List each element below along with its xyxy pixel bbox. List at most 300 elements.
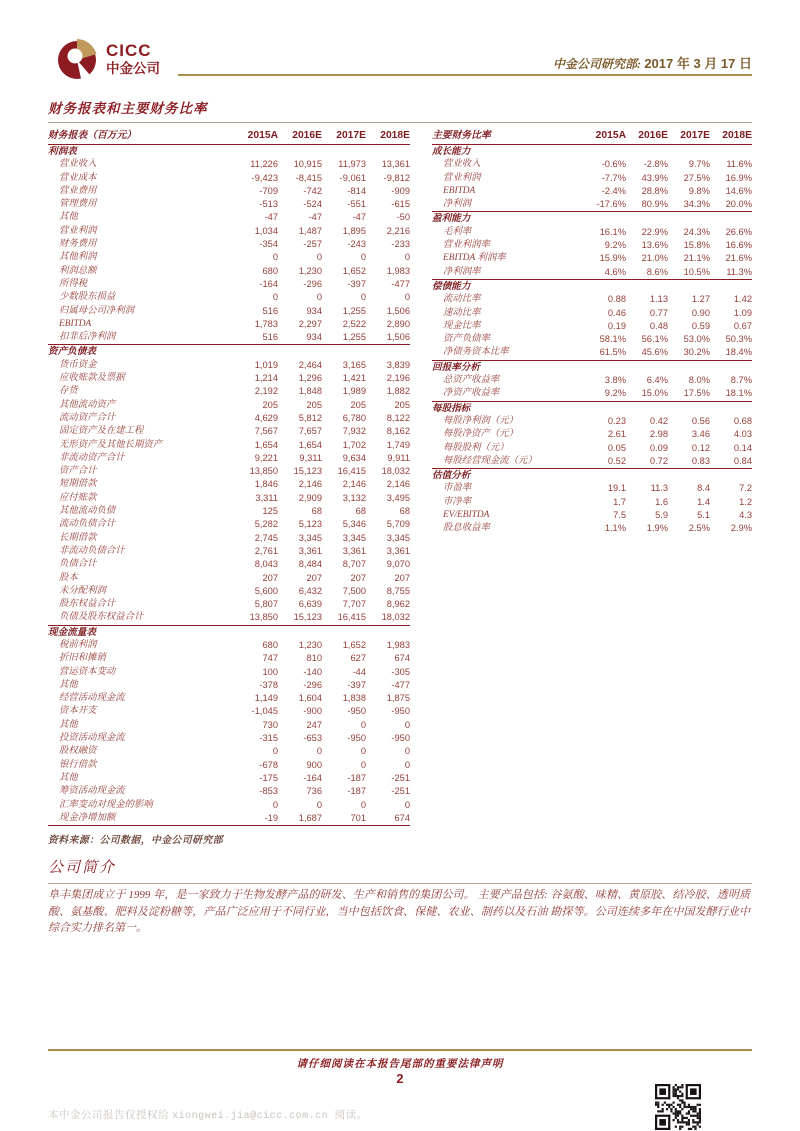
row-value: 1.1%: [604, 523, 626, 534]
row-label: 负债及股东权益合计: [59, 612, 144, 623]
table-title: 财务报表（百万元）: [48, 130, 137, 141]
row-label: 营业收入: [59, 159, 97, 170]
row-value: 1.7: [613, 496, 626, 507]
row-value: -9,061: [339, 172, 366, 183]
column-header-2018E: 2018E: [722, 130, 752, 141]
row-value: -1,045: [251, 706, 278, 717]
row-value: -9,423: [251, 172, 278, 183]
row-value: 205: [306, 399, 322, 410]
row-value: -296: [303, 278, 322, 289]
row-value: 15.8%: [683, 240, 710, 251]
row-value: 1,783: [254, 318, 278, 329]
row-value: 1,983: [386, 639, 410, 650]
row-value: 0: [272, 292, 278, 303]
row-label: EV/EBITDA: [443, 510, 490, 521]
row-value: -397: [347, 679, 366, 690]
row-label: EBITDA: [443, 185, 476, 196]
row-value: 1,848: [298, 386, 322, 397]
table-row: [432, 455, 752, 469]
table-row: [432, 239, 752, 252]
row-value: 1,487: [298, 225, 322, 236]
row-value: 0.68: [733, 415, 752, 426]
row-value: 205: [350, 399, 366, 410]
table-row: [432, 346, 752, 360]
row-label: 未分配利润: [59, 585, 106, 596]
row-value: 0.48: [649, 320, 668, 331]
row-value: 30.2%: [683, 347, 710, 358]
row-label: 资本开支: [59, 706, 97, 717]
row-value: 6.4%: [646, 375, 668, 386]
table-row: [48, 558, 410, 571]
table-row: [432, 252, 752, 265]
row-label: 短期借款: [59, 479, 97, 490]
row-label: 流动资产合计: [59, 412, 116, 423]
row-value: 8.0%: [688, 375, 710, 386]
row-value: 0: [404, 252, 410, 263]
row-value: 0: [272, 252, 278, 263]
row-value: 9.7%: [688, 159, 710, 170]
row-value: 1,255: [342, 332, 366, 343]
table-row: [48, 759, 410, 772]
row-label: 非流动资产合计: [59, 452, 125, 463]
section-name: 每股指标: [432, 402, 471, 414]
row-value: 10.5%: [683, 266, 710, 277]
row-value: 0.56: [691, 415, 710, 426]
row-label: 营业收入: [443, 159, 481, 170]
row-value: 13.6%: [641, 240, 668, 251]
table-row: [432, 482, 752, 495]
row-value: 1,875: [386, 693, 410, 704]
row-label: 营运资本变动: [59, 666, 116, 677]
row-label: 扣非后净利润: [59, 332, 116, 343]
table-row: [48, 238, 410, 251]
row-value: 0: [404, 292, 410, 303]
row-value: 19.1: [607, 483, 626, 494]
row-value: -175: [259, 772, 278, 783]
row-value: 4,629: [254, 412, 278, 423]
row-value: 7,567: [254, 426, 278, 437]
row-value: 9,311: [299, 452, 322, 463]
row-value: 8,043: [254, 559, 278, 570]
row-value: 0: [360, 759, 366, 770]
row-label: 固定资产及在建工程: [59, 426, 144, 437]
row-value: -140: [303, 666, 322, 677]
table-row: [432, 522, 752, 535]
cicc-logo-icon: [56, 37, 98, 81]
row-value: 6,639: [298, 599, 322, 610]
table-row: [432, 387, 752, 401]
row-value: 1,421: [342, 373, 366, 384]
row-value: 21.1%: [683, 253, 710, 264]
row-label: 市净率: [443, 496, 472, 507]
row-value: 5,600: [254, 585, 278, 596]
section-name: 偿债能力: [432, 280, 471, 292]
row-value: 17.5%: [683, 388, 710, 399]
row-value: 1,230: [298, 639, 322, 650]
section-name: 回报率分析: [432, 361, 480, 373]
table-row: [432, 428, 752, 441]
row-value: 1.9%: [646, 523, 668, 534]
row-value: 5.9: [655, 510, 668, 521]
row-value: 2,761: [254, 545, 278, 556]
row-label: 每股经营现金流（元）: [443, 455, 537, 466]
row-value: -19: [264, 812, 278, 823]
row-value: 0.42: [649, 415, 668, 426]
table-section-header: [432, 361, 752, 374]
row-value: 24.3%: [683, 226, 710, 237]
row-value: 16.1%: [599, 226, 626, 237]
row-value: -678: [259, 759, 278, 770]
row-value: 7.2: [739, 483, 752, 494]
row-value: 2.9%: [730, 523, 752, 534]
row-value: 0: [404, 799, 410, 810]
table-row: [48, 158, 410, 171]
table-row: [48, 679, 410, 692]
table-row: [432, 415, 752, 428]
row-value: 5,812: [298, 412, 322, 423]
row-value: -853: [259, 786, 278, 797]
row-label: 无形资产及其他长期资产: [59, 439, 163, 450]
table-section-header: [432, 145, 752, 158]
row-value: 0: [360, 292, 366, 303]
row-value: -742: [303, 185, 322, 196]
row-value: 11.6%: [726, 159, 752, 170]
table-row: [48, 452, 410, 465]
row-value: 1,230: [298, 265, 322, 276]
row-value: 11.3%: [726, 266, 752, 277]
row-value: 0: [316, 252, 322, 263]
financial-tables: [48, 128, 752, 826]
row-label: 总资产收益率: [443, 375, 500, 386]
cicc-logo-text: [106, 42, 160, 76]
row-value: 2.5%: [688, 523, 710, 534]
row-value: 2,216: [386, 225, 410, 236]
row-value: 2,464: [298, 359, 322, 370]
row-value: 9.2%: [604, 240, 626, 251]
row-value: 1,702: [342, 439, 366, 450]
row-value: 9.2%: [604, 388, 626, 399]
column-header-2015A: 2015A: [595, 130, 626, 141]
row-label: 银行借款: [59, 759, 97, 770]
row-label: 筹资活动现金流: [59, 786, 125, 797]
row-value: 2,909: [298, 492, 322, 503]
row-value: 53.0%: [683, 334, 710, 345]
table-row: [432, 333, 752, 346]
row-value: 900: [306, 759, 322, 770]
dept-label: 中金公司研究部:: [552, 57, 641, 71]
row-value: 68: [399, 506, 410, 517]
row-value: 3,495: [386, 492, 410, 503]
row-value: 16,415: [337, 612, 366, 623]
row-value: 1,506: [386, 332, 410, 343]
row-label: 非流动负债合计: [59, 545, 125, 556]
table-row: [48, 652, 410, 665]
table-row: [48, 478, 410, 491]
row-value: 1,687: [298, 812, 322, 823]
row-value: -233: [391, 239, 410, 250]
row-value: 3,132: [342, 492, 366, 503]
row-value: -378: [259, 679, 278, 690]
table-row: [48, 705, 410, 718]
row-value: 3,165: [342, 359, 366, 370]
research-dept-date: [553, 53, 752, 72]
row-value: -9,812: [383, 172, 410, 183]
row-value: 11.3: [650, 483, 668, 494]
row-value: 2,146: [298, 479, 322, 490]
row-label: EBITDA 利润率: [443, 253, 506, 264]
row-value: 4.6%: [604, 266, 626, 277]
row-value: 34.3%: [683, 199, 710, 210]
row-value: 2.61: [607, 429, 626, 440]
row-label: 股息收益率: [443, 523, 490, 534]
row-value: 7.5: [613, 510, 626, 521]
row-value: 1.2: [739, 496, 752, 507]
row-value: 1.4: [697, 496, 710, 507]
table-row: [48, 611, 410, 625]
row-value: -709: [259, 185, 278, 196]
row-value: -950: [391, 733, 410, 744]
section-name: 利润表: [48, 146, 77, 157]
row-value: 2,146: [342, 479, 366, 490]
row-label: 市盈率: [443, 483, 472, 494]
row-label: 营业利润: [443, 172, 481, 183]
row-value: -900: [303, 706, 322, 717]
row-value: 4.03: [733, 429, 752, 440]
row-value: 125: [262, 506, 278, 517]
row-value: -164: [303, 772, 322, 783]
row-label: 应付账款: [59, 492, 97, 503]
authorization-watermark: [48, 1107, 368, 1122]
table-row: [432, 496, 752, 509]
row-value: 2.98: [649, 429, 668, 440]
row-value: 1,034: [254, 225, 278, 236]
row-value: 1,838: [342, 693, 366, 704]
row-value: -187: [347, 772, 366, 783]
section-name: 成长能力: [432, 146, 471, 157]
row-value: 5,282: [254, 519, 278, 530]
row-value: 0.09: [649, 442, 668, 453]
row-value: 0: [316, 746, 322, 757]
table-row: [432, 293, 752, 306]
row-label: 其他: [59, 212, 78, 223]
row-label: 速动比率: [443, 307, 481, 318]
row-value: 15.0%: [641, 388, 668, 399]
row-value: -17.6%: [596, 199, 626, 210]
row-value: 2,192: [254, 386, 278, 397]
row-value: 0.59: [691, 320, 710, 331]
row-value: 3.8%: [604, 375, 626, 386]
row-value: 1,989: [342, 386, 366, 397]
table-row: [48, 585, 410, 598]
table-row: [48, 211, 410, 224]
row-value: 5,709: [386, 519, 410, 530]
row-value: -814: [347, 185, 366, 196]
table-row: [48, 318, 410, 331]
row-value: 26.6%: [725, 226, 752, 237]
row-value: -187: [347, 786, 366, 797]
row-value: 13,361: [381, 159, 410, 170]
table-row: [432, 320, 752, 333]
row-value: -653: [303, 733, 322, 744]
row-value: 2,890: [386, 318, 410, 329]
company-profile-title: 公司简介: [48, 856, 752, 884]
row-label: EBITDA: [59, 318, 92, 329]
row-value: 680: [262, 265, 278, 276]
row-value: 8,755: [386, 585, 410, 596]
table-row: [48, 291, 410, 304]
row-value: -315: [259, 733, 278, 744]
row-value: 205: [394, 399, 410, 410]
table-row: [432, 509, 752, 522]
row-label: 汇率变动对现金的影响: [59, 799, 153, 810]
row-label: 净利润: [443, 199, 472, 210]
row-label: 折旧和摊销: [59, 653, 106, 664]
row-value: 0: [404, 719, 410, 730]
table-row: [48, 812, 410, 826]
row-value: -524: [303, 199, 322, 210]
watermark-suffix: 阅读。: [334, 1110, 368, 1121]
row-value: -7.7%: [601, 172, 626, 183]
table-row: [48, 399, 410, 412]
row-value: 18,032: [381, 612, 410, 623]
row-value: -950: [347, 706, 366, 717]
table-row: [48, 518, 410, 531]
row-value: 7,657: [298, 426, 322, 437]
row-value: 1,506: [386, 305, 410, 316]
row-value: 0: [360, 746, 366, 757]
row-value: 0.05: [607, 442, 626, 453]
row-value: 0.88: [607, 294, 626, 305]
row-value: 3,361: [298, 545, 322, 556]
row-value: -909: [391, 185, 410, 196]
row-value: 1.6: [655, 496, 668, 507]
row-value: 1,654: [298, 439, 322, 450]
row-value: 61.5%: [599, 347, 626, 358]
table-row: [48, 172, 410, 185]
table-row: [432, 307, 752, 320]
row-value: -257: [303, 239, 322, 250]
table-title: 主要财务比率: [432, 130, 491, 141]
row-label: 每股股利（元）: [443, 442, 509, 453]
row-value: -354: [259, 239, 278, 250]
row-value: 0: [360, 252, 366, 263]
column-header-2016E: 2016E: [638, 130, 668, 141]
financial-statements-table: [48, 128, 410, 826]
row-label: 净利润率: [443, 266, 481, 277]
row-value: 8,122: [386, 412, 410, 423]
row-label: 管理费用: [59, 199, 97, 210]
row-value: 680: [262, 639, 278, 650]
row-value: 207: [262, 572, 278, 583]
row-label: 存货: [59, 386, 78, 397]
row-label: 财务费用: [59, 239, 97, 250]
row-label: 营业费用: [59, 185, 97, 196]
row-value: -50: [396, 212, 410, 223]
row-label: 资产合计: [59, 466, 97, 477]
column-header-2016E: 2016E: [292, 130, 322, 141]
table-row: [432, 172, 752, 185]
row-value: 1,895: [342, 225, 366, 236]
row-label: 营业成本: [59, 172, 97, 183]
row-value: 205: [262, 399, 278, 410]
row-label: 所得税: [59, 278, 88, 289]
row-label: 流动负债合计: [59, 519, 116, 530]
table-row: [48, 745, 410, 758]
row-value: 0.72: [649, 455, 668, 466]
column-header-2017E: 2017E: [336, 130, 366, 141]
row-value: 0: [316, 292, 322, 303]
row-label: 股本: [59, 572, 78, 583]
row-label: 其他: [59, 772, 78, 783]
row-value: -47: [308, 212, 322, 223]
row-value: 0.12: [691, 442, 710, 453]
row-value: 0.23: [607, 415, 626, 426]
section-name: 现金流量表: [48, 626, 96, 638]
row-value: 516: [262, 305, 278, 316]
row-value: -477: [391, 278, 410, 289]
row-value: 7,707: [342, 599, 366, 610]
row-value: 14.6%: [725, 185, 752, 196]
section-name: 估值分析: [432, 470, 471, 482]
row-value: 21.6%: [725, 253, 752, 264]
row-value: -551: [347, 199, 366, 210]
row-value: 0.52: [607, 455, 626, 466]
cicc-logo: [56, 37, 160, 81]
row-value: 45.6%: [641, 347, 668, 358]
row-value: 1,296: [298, 373, 322, 384]
row-value: -164: [259, 278, 278, 289]
row-value: 18,032: [381, 466, 410, 477]
row-label: 其他利润: [59, 252, 97, 263]
row-value: 5,807: [254, 599, 278, 610]
row-value: 0: [316, 799, 322, 810]
row-label: 其他: [59, 719, 78, 730]
row-value: 1.09: [733, 307, 752, 318]
row-value: 934: [306, 305, 322, 316]
row-value: 1,019: [254, 359, 278, 370]
table-row: [48, 492, 410, 505]
table-section-header: [432, 212, 752, 225]
table-row: [48, 198, 410, 211]
row-value: 207: [394, 572, 410, 583]
row-label: 每股净利润（元）: [443, 415, 519, 426]
row-value: 0: [272, 746, 278, 757]
row-value: 9,911: [387, 452, 410, 463]
row-value: 1,149: [254, 693, 278, 704]
row-value: 3,839: [386, 359, 410, 370]
row-label: 货币资金: [59, 359, 97, 370]
row-value: 50.3%: [725, 334, 752, 345]
row-value: 3,361: [386, 545, 410, 556]
row-label: 流动比率: [443, 294, 481, 305]
table-section-header: [48, 626, 410, 639]
row-label: 净资产收益率: [443, 388, 500, 399]
table-row: [48, 225, 410, 238]
row-value: 247: [306, 719, 322, 730]
row-value: 1,604: [298, 693, 322, 704]
row-value: 9,634: [342, 452, 366, 463]
row-value: 43.9%: [641, 172, 668, 183]
row-value: 0.67: [733, 320, 752, 331]
row-value: 1,652: [342, 639, 366, 650]
row-value: 3,345: [386, 532, 410, 543]
row-label: 其他流动资产: [59, 399, 116, 410]
row-value: 6,432: [298, 585, 322, 596]
row-label: 股权融资: [59, 746, 97, 757]
row-value: 0: [272, 799, 278, 810]
row-label: 其他: [59, 679, 78, 690]
row-value: 1,652: [342, 265, 366, 276]
